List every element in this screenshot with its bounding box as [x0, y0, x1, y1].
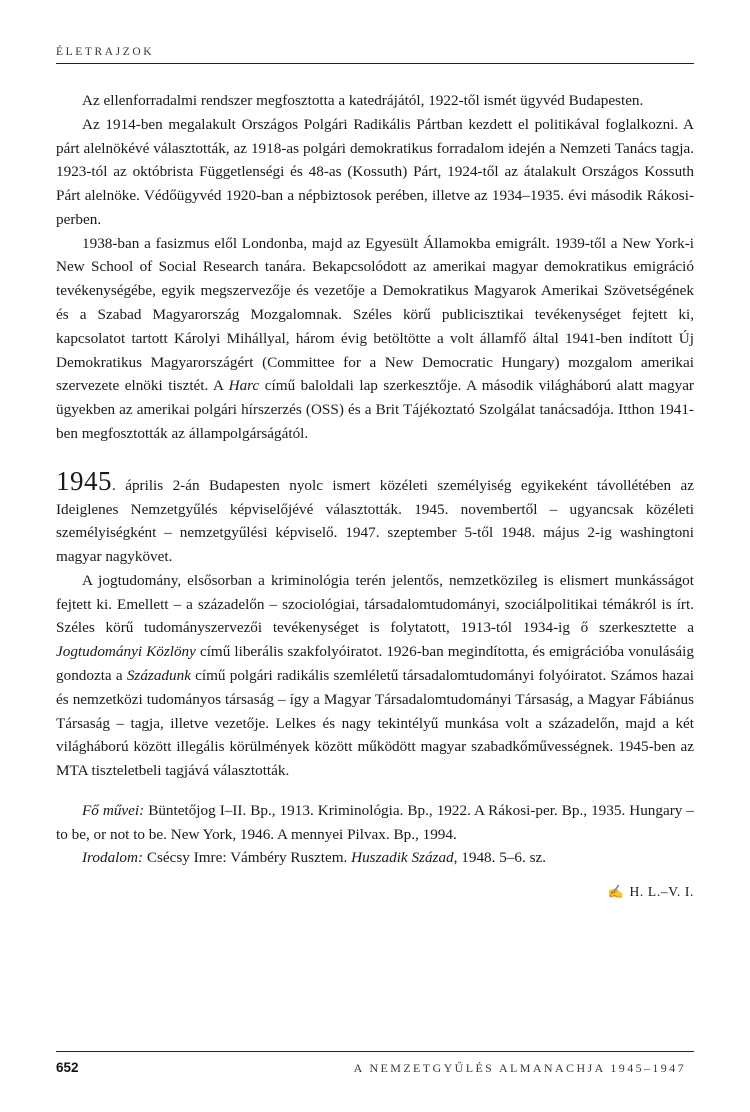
footer-title: A NEMZETGYŰLÉS ALMANACHJA 1945–1947	[353, 1061, 686, 1075]
literature-text-after: , 1948. 5–6. sz.	[453, 849, 547, 867]
body-column	[56, 89, 694, 903]
signature-line	[56, 881, 694, 902]
paragraph-1: Az ellenforradalmi rendszer megfosztotta a katedrájától, 1922-től ismét ügyvéd Budapesten.	[82, 92, 644, 109]
signature-initials: H. L.–V. I.	[629, 884, 694, 900]
year-paragraph-text: . április 2-án Budapesten nyolc ismert közéleti személyiség egyikeként távollétében az Ideiglenes Nemzetgyűlés képviselőjévé választották. 1945. novembertől – ugyancsak közéleti személyiségként – nemzetgyűlési képviselő. 1947. szeptember 5-től 1948. május 2-ig washingtoni magyar nagykövet.	[56, 476, 694, 566]
literature-journal: Huszadik Század	[351, 849, 454, 867]
literature-text-before: Csécsy Imre: Vámbéry Rusztem.	[143, 849, 352, 867]
literature-paragraph	[56, 846, 694, 870]
works-block	[56, 799, 694, 870]
paragraph-3: 1938-ban a fasizmus elől Londonba, majd az Egyesült Államokba emigrált. 1939-től a New York-i New School of Social Research tanára. Bekapcsolódott az amerikai magyar demokratikus emigráció tevékenységébe, egyik megszervezője és vezetője a Demokratikus Magyarok Amerikai Szövetségének és a Szabad Magyarország Mozgalomnak. Széles körű publicisztikai tevékenységet fejtett ki, kapcsolatot tartott Károlyi Mihállyal, három évig betöltötte a volt államfő által 1941-ben indított Új Demokratikus Magyarországért (Committee for a New Democratic Hungary) mozgalom amerikai szervezete elnöki tisztét. A Harc című baloldali lap szerkesztője. A második világháború alatt magyar ügyekben az amerikai polgári hírszerzés (OSS) és a Brit Tájékoztató Szolgálat tanácsadója. Itthon 1941-ben megfosztották az állampolgárságától.	[56, 234, 694, 442]
page-number: 652	[56, 1060, 79, 1075]
works-text: Büntetőjog I–II. Bp., 1913. Kriminológia. Bp., 1922. A Rákosi-per. Bp., 1935. Hungary – to be, or not to be. New York, 1946. A mennyei Pilvax. Bp., 1994.	[56, 801, 694, 843]
running-head: ÉLETRAJZOK	[56, 46, 155, 58]
year-paragraph	[56, 465, 694, 569]
works-label: Fő művei:	[82, 801, 145, 819]
year-section	[56, 465, 694, 569]
paragraph-2: Az 1914-ben megalakult Országos Polgári Radikális Pártban kezdett el politikával foglalkozni. A párt alelnökévé választották, az 1918-as polgári demokratikus forradalom idején a Nemzeti Tanács tagja. 1923-tól az októbrista Függetlenségi és 48-as (Kossuth) Párt, 1924-től az átalakult Országos Kossuth Párt alelnöke. Védőügyvéd 1920-ban a népbiztosok perében, illetve az 1934–1935. évi második Rákosi-perben.	[56, 115, 694, 228]
header-rule	[56, 63, 694, 64]
footer-rule	[56, 1051, 694, 1052]
pen-ornament-icon: ✍	[607, 884, 625, 900]
literature-label: Irodalom:	[82, 849, 144, 867]
page-header	[56, 46, 694, 72]
paragraph-after-year: A jogtudomány, elsősorban a kriminológia terén jelentős, nemzetközileg is elismert munkásságot fejtett ki. Emellett – a századelőn – szociológiai, társadalomtudományi, szociálpolitikai témákról is írt. Széles körű tudományszervezői tevékenységet is folytatott, 1913-tól 1934-ig ő szerkesztette a Jogtudományi Közlöny című liberális szakfolyóiratot. 1926-ban megindította, és emigrációba vonulásáig gondozta a Századunk című polgári radikális szemléletű társadalomtudományi folyóiratot. Számos hazai és nemzetközi tudományos társaság – így a Magyar Társadalomtudományi Társaság, a Magyar Fábiánus Társaság – tagja, illetve vezetője. Lelkes és nagy tekintélyű munkása volt a századelőn, majd a két világháború között illegális körülmények között működött magyar szabadkőművességnek. 1945-ben az MTA tiszteletbeli tagjává választották.	[56, 571, 694, 780]
page-footer	[56, 1051, 694, 1076]
year-heading: 1945	[56, 465, 112, 496]
works-paragraph	[56, 799, 694, 847]
